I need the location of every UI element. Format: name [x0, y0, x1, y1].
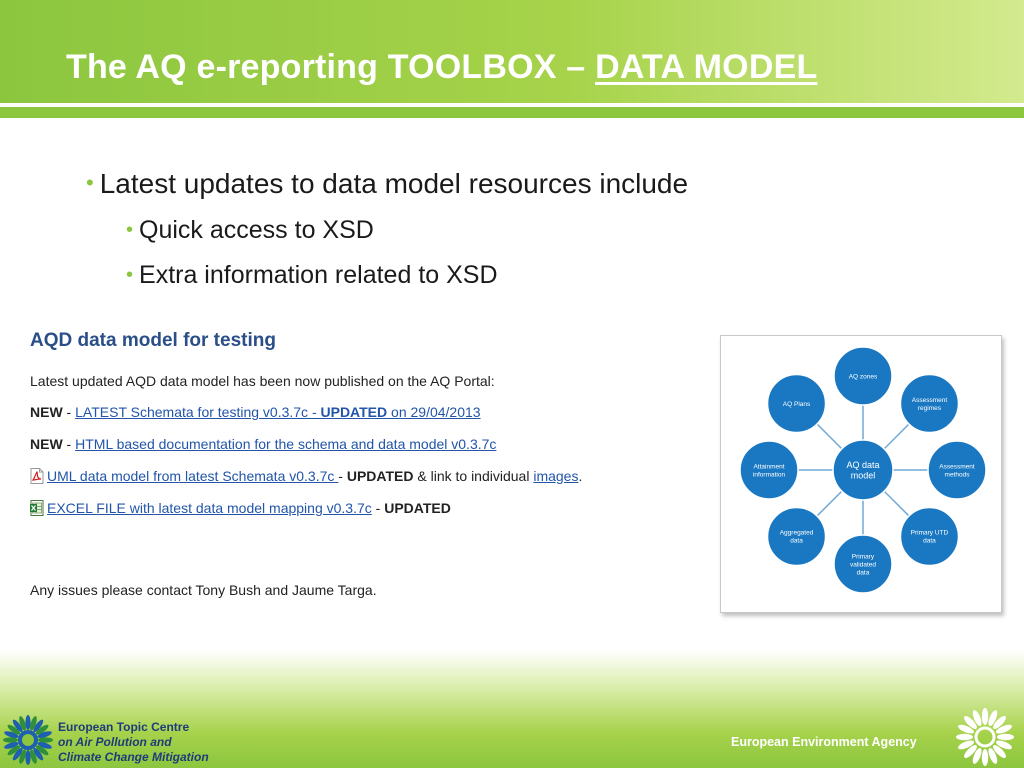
- updated-label: UPDATED: [384, 500, 451, 516]
- excerpt-line-excel: [30, 500, 451, 516]
- images-link[interactable]: images: [533, 468, 579, 484]
- schemata-link[interactable]: [75, 404, 480, 420]
- diagram-node-label: Primary UTD: [910, 529, 949, 537]
- separator: -: [371, 500, 385, 516]
- eea-logo-ray: [997, 734, 1014, 740]
- etc-logo-ray: [25, 715, 30, 730]
- bullet-dot-icon: •: [126, 264, 134, 286]
- diagram-node-label: data: [856, 569, 870, 577]
- etc-logo-ray: [25, 750, 30, 765]
- excel-mapping-link[interactable]: EXCEL FILE with latest data model mapping v0.3.7c: [47, 500, 372, 516]
- diagram-node-label: validated: [849, 561, 877, 569]
- data-model-diagram: [720, 335, 1002, 613]
- separator: -: [62, 436, 76, 452]
- etc-organisation-name: [58, 720, 209, 765]
- bullet-level1: [86, 168, 688, 200]
- excel-file-icon: [30, 500, 44, 516]
- bullet-text: Quick access to XSD: [139, 216, 374, 244]
- html-doc-link[interactable]: HTML based documentation for the schema and data model v0.3.7c: [75, 436, 497, 452]
- etc-logo-icon: [2, 714, 54, 766]
- excerpt-intro: Latest updated AQD data model has been now published on the AQ Portal:: [30, 373, 495, 389]
- bullet-text: Extra information related to XSD: [139, 261, 498, 289]
- excerpt-line-html-doc: [30, 436, 496, 452]
- excerpt-line-schemata: [30, 404, 481, 420]
- separator: -: [62, 404, 76, 420]
- uml-model-link[interactable]: UML data model from latest Schemata v0.3.7c: [47, 468, 339, 484]
- diagram-node-label: methods: [944, 471, 970, 479]
- schemata-date-text: on 29/04/2013: [387, 404, 481, 420]
- etc-name-line1: European Topic Centre: [58, 720, 190, 734]
- slide-title-main: The AQ e-reporting TOOLBOX –: [66, 48, 596, 86]
- diagram-node-label: information: [752, 471, 786, 479]
- diagram-node-label: AQ zones: [848, 373, 878, 381]
- title-bar-stripe: [0, 107, 1024, 118]
- eea-logo-ray: [982, 708, 988, 725]
- eea-logo-ray: [982, 749, 988, 766]
- uml-end-text: .: [578, 468, 583, 484]
- uml-mid-text: & link to individual: [413, 468, 534, 484]
- new-label: NEW: [30, 436, 63, 452]
- bullet-dot-icon: •: [126, 219, 134, 241]
- excerpt-line-uml: [30, 468, 582, 484]
- etc-logo-ray: [3, 737, 18, 742]
- separator: -: [338, 468, 347, 484]
- slide-title-emphasis: DATA MODEL: [595, 48, 818, 86]
- schemata-updated-text: UPDATED: [320, 404, 388, 420]
- eea-agency-name: European Environment Agency: [731, 735, 917, 749]
- diagram-node-label: Aggregated: [779, 529, 814, 537]
- diagram-node-label: regimes: [917, 404, 942, 412]
- slide-title: [66, 48, 817, 87]
- bullet-level2: [126, 216, 374, 245]
- diagram-node-label: AQ Plans: [782, 400, 811, 408]
- schemata-link-text: LATEST Schemata for testing v0.3.7c -: [75, 404, 321, 420]
- diagram-node-label: Primary: [851, 553, 875, 561]
- etc-name-line2: on Air Pollution and: [58, 735, 172, 749]
- diagram-node-label: data: [790, 537, 803, 545]
- excerpt-heading: AQD data model for testing: [30, 330, 276, 351]
- updated-label: UPDATED: [346, 468, 414, 484]
- new-label: NEW: [30, 404, 63, 420]
- eea-logo-ray: [956, 734, 973, 740]
- bullet-text: Latest updates to data model resources include: [99, 168, 689, 199]
- diagram-node-label: Assessment: [939, 463, 975, 471]
- pdf-file-icon: [30, 468, 44, 484]
- bullet-dot-icon: •: [86, 170, 94, 195]
- etc-logo-ray: [38, 737, 53, 742]
- diagram-node-label: data: [923, 537, 936, 545]
- excerpt-contact: Any issues please contact Tony Bush and Jaume Targa.: [30, 582, 377, 598]
- etc-name-line3: Climate Change Mitigation: [58, 750, 209, 764]
- diagram-center-node-label: AQ data: [846, 459, 880, 470]
- diagram-center-node-label: model: [850, 470, 876, 481]
- diagram-node-label: Attainment: [753, 463, 785, 471]
- diagram-canvas: [721, 336, 1001, 612]
- eea-logo-icon: [954, 706, 1016, 768]
- diagram-node-label: Assessment: [911, 396, 948, 404]
- bullet-level2: [126, 261, 498, 290]
